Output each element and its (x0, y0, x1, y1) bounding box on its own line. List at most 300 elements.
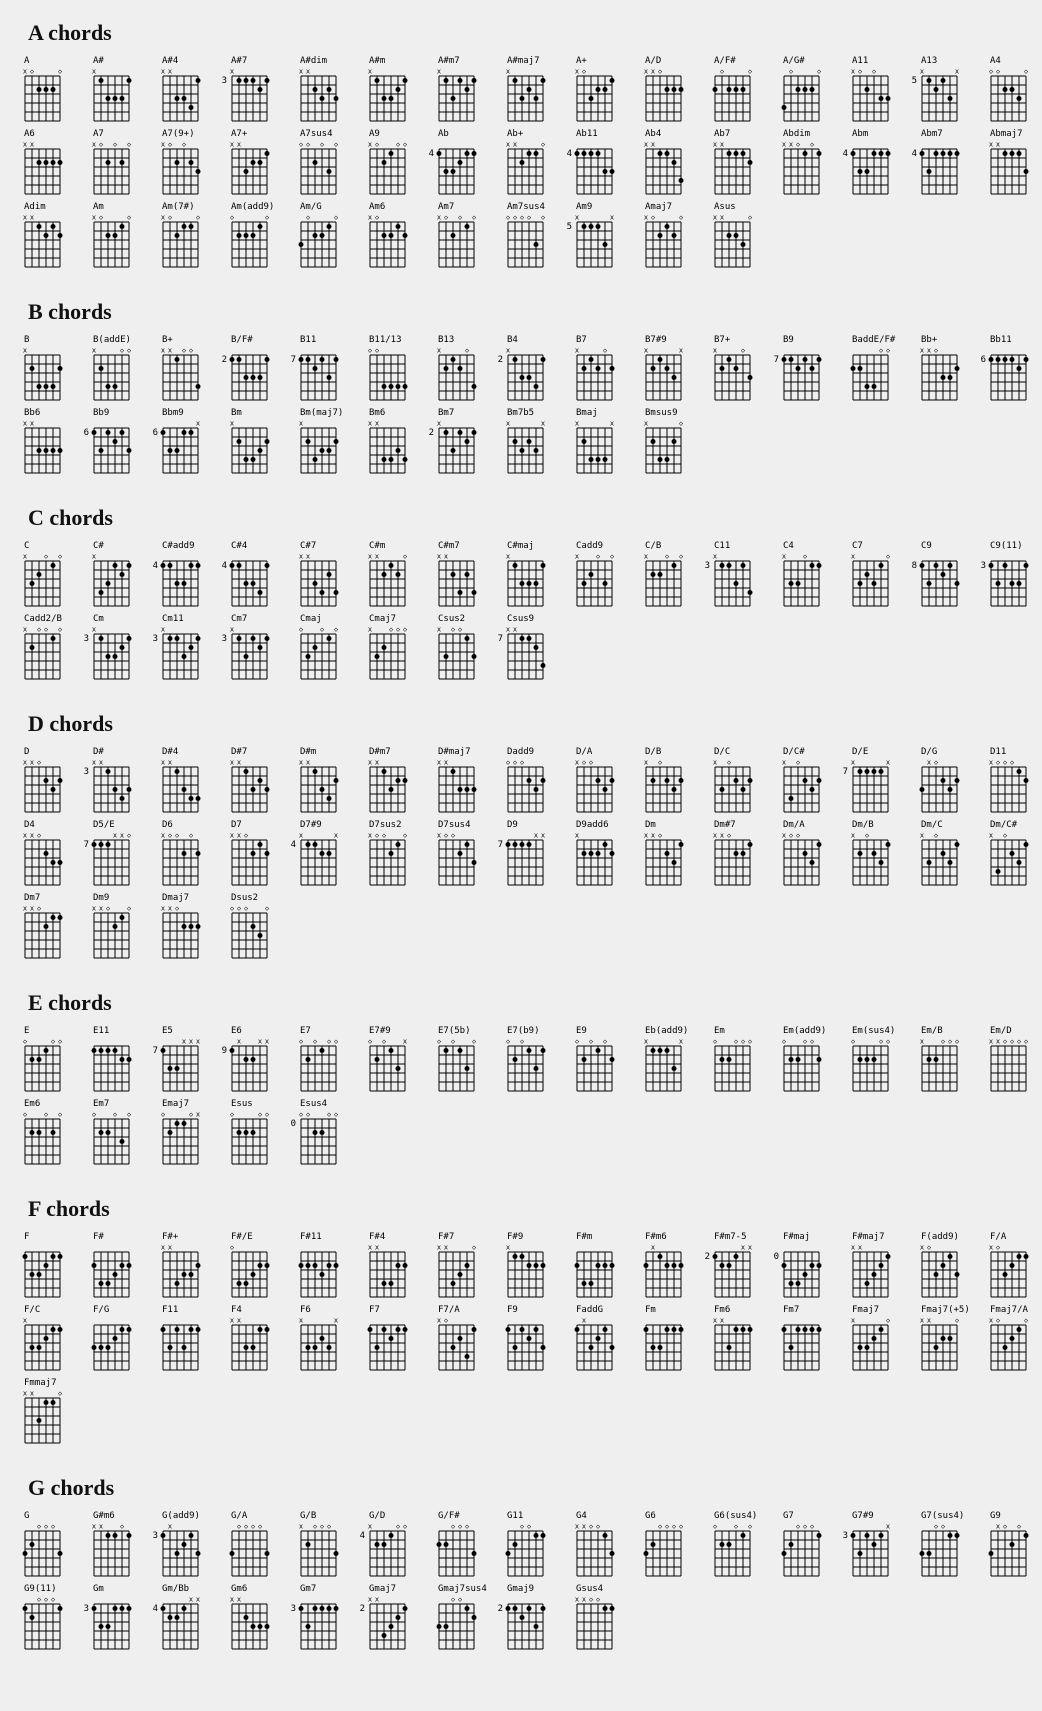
open-string-marker: ◇ (678, 552, 684, 561)
muted-string-marker: x (374, 1595, 380, 1604)
chord-diagram (631, 1305, 700, 1374)
finger-dot (182, 1606, 187, 1611)
chord-name-label: F#11 (300, 1232, 322, 1242)
finger-dot (320, 1272, 325, 1277)
chord-name-label: Am9 (576, 202, 593, 212)
chord-grid (79, 1595, 145, 1653)
muted-string-marker: x (436, 625, 442, 634)
finger-dot (865, 1345, 870, 1350)
finger-dot (313, 87, 318, 92)
chord-grid (217, 552, 283, 610)
muted-string-marker: x (581, 1316, 587, 1325)
finger-dot (720, 563, 725, 568)
finger-dot (734, 1254, 739, 1259)
chord-diagram (79, 1099, 148, 1168)
finger-dot (582, 151, 587, 156)
muted-string-marker: x (988, 1037, 994, 1046)
chord-name-label: Bm6 (369, 408, 386, 418)
finger-dot (320, 1048, 325, 1053)
open-string-marker: ◇ (857, 67, 863, 76)
chord-diagram (631, 202, 700, 271)
finger-dot (258, 160, 263, 165)
open-string-marker: ◇ (1023, 67, 1029, 76)
base-fret-label: 3 (152, 1531, 158, 1541)
chord-name-label: F#9 (507, 1232, 524, 1242)
finger-dot (306, 357, 311, 362)
chord-row (10, 1026, 1042, 1095)
finger-dot (444, 78, 449, 83)
chord-diagram (217, 1026, 286, 1095)
muted-string-marker: x (305, 67, 311, 76)
muted-string-marker: x (719, 213, 725, 222)
finger-dot (534, 151, 539, 156)
finger-dot (534, 242, 539, 247)
chord-grid (148, 346, 214, 404)
finger-dot (472, 384, 477, 389)
muted-string-marker: x (885, 1522, 891, 1531)
finger-dot (782, 1327, 787, 1332)
chord-grid (10, 625, 76, 683)
finger-dot (934, 563, 939, 568)
chord-name-label: Gmaj7 (369, 1584, 397, 1594)
finger-dot (113, 233, 118, 238)
chord-grid (286, 1037, 352, 1095)
open-string-marker: ◇ (57, 1389, 63, 1398)
finger-dot (989, 563, 994, 568)
finger-dot (30, 1542, 35, 1547)
finger-dot (796, 1057, 801, 1062)
finger-dot (182, 96, 187, 101)
base-fret-label: 4 (221, 561, 227, 571)
chord-grid (631, 1522, 697, 1580)
finger-dot (520, 581, 525, 586)
base-fret-label: 5 (566, 222, 572, 232)
muted-string-marker: x (257, 1037, 263, 1046)
finger-dot (113, 563, 118, 568)
open-string-marker: ◇ (1023, 1316, 1029, 1325)
chord-diagram (907, 129, 976, 198)
finger-dot (513, 1254, 518, 1259)
open-string-marker: ◇ (36, 1522, 42, 1531)
chord-diagram (10, 1378, 79, 1447)
finger-dot (161, 1533, 166, 1538)
open-string-marker: ◇ (450, 1522, 456, 1531)
finger-dot (527, 778, 532, 783)
chord-grid (79, 1243, 145, 1301)
finger-dot (258, 375, 263, 380)
finger-dot (92, 842, 97, 847)
chord-name-label: B+ (162, 335, 173, 345)
finger-dot (658, 151, 663, 156)
chord-name-label: Fmaj7 (852, 1305, 880, 1315)
finger-dot (182, 924, 187, 929)
finger-dot (520, 842, 525, 847)
muted-string-marker: x (236, 1316, 242, 1325)
chord-diagram (493, 1026, 562, 1095)
finger-dot (596, 851, 601, 856)
finger-dot (168, 1130, 173, 1135)
chord-name-label: B/F# (231, 335, 253, 345)
open-string-marker: ◇ (1002, 831, 1008, 840)
chord-grid (838, 67, 904, 125)
muted-string-marker: x (29, 419, 35, 428)
chord-grid (148, 213, 214, 271)
finger-dot (472, 787, 477, 792)
chord-diagram (148, 614, 217, 683)
open-string-marker: ◇ (457, 1595, 463, 1604)
muted-string-marker: x (167, 1243, 173, 1252)
finger-dot (251, 78, 256, 83)
finger-dot (320, 448, 325, 453)
chord-name-label: Dm (645, 820, 656, 830)
muted-string-marker: x (167, 758, 173, 767)
chord-diagram (976, 1026, 1042, 1095)
open-string-marker: ◇ (526, 1522, 532, 1531)
chord-name-label: A11 (852, 56, 869, 66)
chord-name-label: C11 (714, 541, 731, 551)
chord-grid (286, 346, 352, 404)
open-string-marker: ◇ (98, 140, 104, 149)
finger-dot (51, 224, 56, 229)
section-title: B chords (28, 299, 112, 324)
muted-string-marker: x (443, 1243, 449, 1252)
chord-diagram (79, 541, 148, 610)
finger-dot (113, 439, 118, 444)
finger-dot (589, 1345, 594, 1350)
finger-dot (265, 1624, 270, 1629)
finger-dot (451, 769, 456, 774)
open-string-marker: ◇ (802, 1037, 808, 1046)
chord-diagram (700, 56, 769, 125)
finger-dot (465, 787, 470, 792)
finger-dot (299, 1606, 304, 1611)
open-string-marker: ◇ (36, 1595, 42, 1604)
chord-row (10, 202, 1042, 271)
finger-dot (113, 1048, 118, 1053)
finger-dot (458, 366, 463, 371)
finger-dot (886, 96, 891, 101)
chord-name-label: F#m6 (645, 1232, 667, 1242)
open-string-marker: ◇ (264, 213, 270, 222)
finger-dot (541, 1606, 546, 1611)
chord-diagram (148, 335, 217, 404)
chord-diagram (217, 56, 286, 125)
finger-dot (51, 384, 56, 389)
muted-string-marker: x (160, 904, 166, 913)
open-string-marker: ◇ (471, 213, 477, 222)
finger-dot (506, 842, 511, 847)
open-string-marker: ◇ (657, 1522, 663, 1531)
finger-dot (37, 572, 42, 577)
muted-string-marker: x (305, 552, 311, 561)
finger-dot (789, 796, 794, 801)
finger-dot (541, 663, 546, 668)
finger-dot (886, 151, 891, 156)
finger-dot (858, 581, 863, 586)
finger-dot (610, 1551, 615, 1556)
finger-dot (299, 1263, 304, 1268)
muted-string-marker: x (195, 1595, 201, 1604)
finger-dot (665, 778, 670, 783)
muted-string-marker: x (719, 140, 725, 149)
chord-name-label: Fm6 (714, 1305, 731, 1315)
finger-dot (644, 1551, 649, 1556)
finger-dot (534, 787, 539, 792)
chord-diagram (286, 56, 355, 125)
chord-name-label: F(add9) (921, 1232, 959, 1242)
chord-grid (769, 1522, 835, 1580)
open-string-marker: ◇ (795, 758, 801, 767)
chord-diagram (493, 1584, 562, 1653)
chord-grid (286, 1522, 352, 1580)
muted-string-marker: x (850, 758, 856, 767)
finger-dot (472, 78, 477, 83)
finger-dot (1010, 1336, 1015, 1341)
chord-name-label: A7 (93, 129, 104, 139)
finger-dot (872, 1336, 877, 1341)
muted-string-marker: x (298, 552, 304, 561)
finger-dot (1003, 87, 1008, 92)
chord-name-label: Em6 (24, 1099, 41, 1109)
finger-dot (99, 1281, 104, 1286)
chord-diagram (424, 202, 493, 271)
finger-dot (403, 233, 408, 238)
finger-dot (817, 357, 822, 362)
chord-diagram (217, 1232, 286, 1301)
finger-dot (451, 1281, 456, 1286)
open-string-marker: ◇ (650, 213, 656, 222)
chord-grid (217, 346, 283, 404)
chord-diagram (907, 335, 976, 404)
finger-dot (748, 778, 753, 783)
finger-dot (858, 366, 863, 371)
chord-name-label: D#maj7 (438, 747, 471, 757)
open-string-marker: ◇ (471, 1243, 477, 1252)
muted-string-marker: x (643, 419, 649, 428)
finger-dot (713, 87, 718, 92)
finger-dot (389, 1281, 394, 1286)
open-string-marker: ◇ (512, 213, 518, 222)
open-string-marker: ◇ (305, 1110, 311, 1119)
muted-string-marker: x (857, 1243, 863, 1252)
chord-name-label: F#m (576, 1232, 593, 1242)
finger-dot (741, 851, 746, 856)
finger-dot (582, 439, 587, 444)
chord-name-label: D7sus4 (438, 820, 471, 830)
finger-dot (175, 448, 180, 453)
base-fret-label: 7 (152, 1046, 158, 1056)
muted-string-marker: x (643, 67, 649, 76)
chord-grid (79, 1522, 145, 1580)
chord-grid (631, 67, 697, 125)
finger-dot (927, 581, 932, 586)
open-string-marker: ◇ (126, 904, 132, 913)
chord-diagram (217, 1511, 286, 1580)
chord-name-label: D7sus2 (369, 820, 402, 830)
finger-dot (113, 1336, 118, 1341)
muted-string-marker: x (574, 67, 580, 76)
finger-dot (734, 87, 739, 92)
chord-diagram (493, 541, 562, 610)
chord-grid (907, 67, 973, 125)
chord-name-label: Csus2 (438, 614, 466, 624)
finger-dot (672, 160, 677, 165)
finger-dot (596, 778, 601, 783)
muted-string-marker: x (505, 140, 511, 149)
finger-dot (872, 851, 877, 856)
base-fret-label: 3 (83, 634, 89, 644)
finger-dot (610, 851, 615, 856)
finger-dot (817, 778, 822, 783)
finger-dot (651, 366, 656, 371)
finger-dot (672, 787, 677, 792)
chord-grid (79, 213, 145, 271)
finger-dot (106, 1345, 111, 1350)
muted-string-marker: x (298, 758, 304, 767)
finger-dot (327, 375, 332, 380)
open-string-marker: ◇ (374, 831, 380, 840)
chord-grid (424, 213, 490, 271)
chord-name-label: A6 (24, 129, 35, 139)
finger-dot (237, 636, 242, 641)
finger-dot (244, 375, 249, 380)
chord-diagram (493, 202, 562, 271)
finger-dot (120, 224, 125, 229)
chord-grid (79, 1316, 145, 1374)
open-string-marker: ◇ (1002, 1037, 1008, 1046)
chord-grid (286, 67, 352, 125)
finger-dot (99, 636, 104, 641)
finger-dot (258, 842, 263, 847)
finger-dot (465, 1263, 470, 1268)
finger-dot (658, 1345, 663, 1350)
chord-grid (907, 1243, 973, 1301)
open-string-marker: ◇ (1016, 1522, 1022, 1531)
open-string-marker: ◇ (402, 140, 408, 149)
finger-dot (313, 160, 318, 165)
muted-string-marker: x (91, 552, 97, 561)
muted-string-marker: x (574, 419, 580, 428)
finger-dot (1003, 1272, 1008, 1277)
finger-dot (589, 1281, 594, 1286)
chord-name-label: G9(11) (24, 1584, 57, 1594)
finger-dot (741, 1533, 746, 1538)
finger-dot (403, 778, 408, 783)
muted-string-marker: x (91, 904, 97, 913)
muted-string-marker: x (22, 552, 28, 561)
chord-diagram (631, 335, 700, 404)
muted-string-marker: x (436, 758, 442, 767)
open-string-marker: ◇ (1023, 1037, 1029, 1046)
finger-dot (299, 242, 304, 247)
chord-grid (769, 758, 835, 816)
chord-grid (838, 1243, 904, 1301)
muted-string-marker: x (919, 346, 925, 355)
finger-dot (610, 169, 615, 174)
section-title: D chords (28, 711, 113, 736)
chord-name-label: Am(7#) (162, 202, 195, 212)
chord-name-label: Ab7 (714, 129, 731, 139)
chord-diagram (79, 820, 148, 889)
muted-string-marker: x (91, 625, 97, 634)
finger-dot (465, 1066, 470, 1071)
chord-diagram (355, 747, 424, 816)
chord-diagram (355, 1584, 424, 1653)
chord-name-label: E11 (93, 1026, 110, 1036)
chord-name-label: G/D (369, 1511, 386, 1521)
chord-grid (10, 213, 76, 271)
chord-diagram (976, 335, 1042, 404)
finger-dot (175, 769, 180, 774)
finger-dot (58, 860, 63, 865)
finger-dot (879, 1327, 884, 1332)
chord-name-label: A7+ (231, 129, 248, 139)
finger-dot (113, 1272, 118, 1277)
finger-dot (334, 1606, 339, 1611)
finger-dot (403, 384, 408, 389)
chord-diagram (10, 1511, 79, 1580)
chord-diagram (769, 820, 838, 889)
finger-dot (389, 233, 394, 238)
finger-dot (44, 1263, 49, 1268)
finger-dot (748, 375, 753, 380)
chord-name-label: G/F# (438, 1511, 460, 1521)
finger-dot (106, 581, 111, 586)
chord-diagram (286, 614, 355, 683)
open-string-marker: ◇ (678, 419, 684, 428)
chord-name-label: G(add9) (162, 1511, 200, 1521)
chord-name-label: Gmaj9 (507, 1584, 535, 1594)
finger-dot (251, 233, 256, 238)
chord-section-a (10, 20, 1042, 271)
finger-dot (244, 1130, 249, 1135)
finger-dot (127, 448, 132, 453)
finger-dot (672, 375, 677, 380)
base-fret-label: 7 (290, 355, 296, 365)
finger-dot (644, 1263, 649, 1268)
chord-name-label: Dm9 (93, 893, 110, 903)
chord-grid (562, 1595, 628, 1653)
chord-diagram (493, 1305, 562, 1374)
finger-dot (30, 1272, 35, 1277)
finger-dot (327, 1606, 332, 1611)
open-string-marker: ◇ (402, 625, 408, 634)
chord-diagram (562, 202, 631, 271)
chord-diagram (493, 747, 562, 816)
finger-dot (334, 357, 339, 362)
chord-grid (769, 552, 835, 610)
open-string-marker: ◇ (402, 552, 408, 561)
finger-dot (955, 151, 960, 156)
open-string-marker: ◇ (257, 1110, 263, 1119)
muted-string-marker: x (112, 831, 118, 840)
chord-diagram (10, 893, 79, 962)
chord-diagram (148, 1584, 217, 1653)
finger-dot (582, 1057, 587, 1062)
open-string-marker: ◇ (450, 831, 456, 840)
finger-dot (313, 581, 318, 586)
open-string-marker: ◇ (885, 1316, 891, 1325)
finger-dot (30, 1615, 35, 1620)
muted-string-marker: x (581, 1522, 587, 1531)
chord-diagram (286, 129, 355, 198)
finger-dot (506, 1327, 511, 1332)
chord-diagram (355, 1305, 424, 1374)
finger-dot (575, 151, 580, 156)
finger-dot (658, 1048, 663, 1053)
finger-dot (527, 842, 532, 847)
open-string-marker: ◇ (264, 904, 270, 913)
